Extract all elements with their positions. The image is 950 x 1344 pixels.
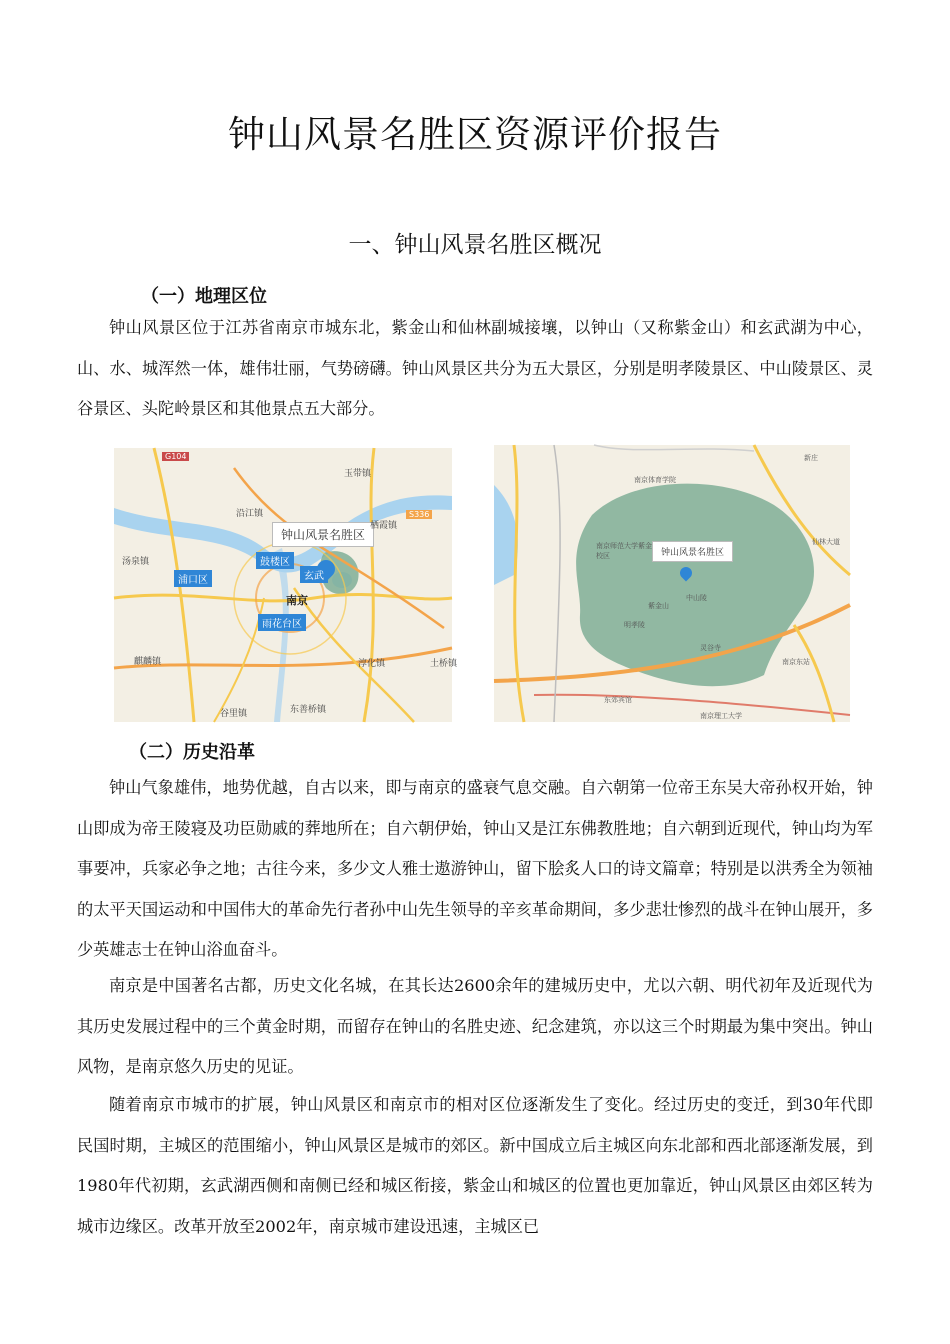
subsection-heading-geo: （一）地理区位 — [141, 286, 267, 307]
district-badge: 浦口区 — [174, 570, 212, 587]
place-label: 淳化镇 — [358, 659, 386, 669]
place-label: 麒麟镇 — [134, 657, 162, 667]
paragraph-geo: 钟山风景区位于江苏省南京市城东北，紫金山和仙林副城接壤，以钟山（又称紫金山）和玄武湖为中心，山、水、城浑然一体，雄伟壮丽，气势磅礴。钟山风景区共分为五大景区，分别是明孝陵景区、中山陵景区、灵谷景区、头陀岭景区和其他景点五大部分。 — [77, 318, 873, 418]
place-label: 南京理工大学 — [700, 712, 742, 720]
place-label: 东郊宾馆 — [604, 696, 632, 704]
place-label: 土桥镇 — [430, 659, 458, 669]
map-detail-graphic — [494, 445, 850, 722]
place-label: 谷里镇 — [220, 709, 248, 719]
place-label: 新庄 — [804, 454, 818, 462]
place-label: 南京东站 — [782, 658, 810, 666]
document-title: 钟山风景名胜区资源评价报告 — [228, 113, 722, 156]
map-callout: 钟山风景名胜区 — [272, 522, 374, 547]
paragraph-history-1: 钟山气象雄伟，地势优越，自古以来，即与南京的盛衰气息交融。自六朝第一位帝王东吴大帝孙权开始，钟山即成为帝王陵寝及功臣勋戚的葬地所在；自六朝伊始，钟山又是江东佛教胜地；自六朝到近现代，钟山均为军事要冲，兵家必争之地；古往今来，多少文人雅士遨游钟山，留下脍炙人口的诗文篇章；特别是以洪秀全为领袖的太平天国运动和中国伟大的革命先行者孙中山先生领导的辛亥革命期间，多少悲壮惨烈的战斗在钟山展开，多少英雄志士在钟山浴血奋斗。 — [77, 778, 873, 959]
map-region-overview — [114, 448, 458, 722]
place-label: 栖霞镇 — [370, 521, 398, 531]
map-region-graphic — [114, 448, 452, 722]
place-label: 紫金山 — [648, 602, 669, 610]
road-badge-s: S336 — [406, 510, 432, 519]
place-label: 玉带镇 — [344, 469, 372, 479]
district-badge: 鼓楼区 — [256, 552, 294, 569]
paragraph-history-2: 南京是中国著名古都，历史文化名城，在其长达2600余年的建城历史中，尤以六朝、明代初年及近现代为其历史发展过程中的三个黄金时期，而留存在钟山的名胜史迹、纪念建筑，亦以这三个时期最为集中突出。钟山风物，是南京悠久历史的见证。 — [77, 976, 873, 1076]
place-label: 汤泉镇 — [122, 557, 150, 567]
map-scenic-area-detail — [494, 445, 850, 722]
place-label: 东善桥镇 — [290, 705, 327, 715]
place-label: 灵谷寺 — [700, 644, 721, 652]
district-badge: 玄武 — [300, 566, 328, 583]
place-label: 南京体育学院 — [634, 476, 676, 484]
subsection-heading-history: （二）历史沿革 — [129, 742, 255, 763]
place-label: 仙林大道 — [812, 538, 840, 546]
section-heading: 一、钟山风景名胜区概况 — [348, 232, 602, 258]
map-callout: 钟山风景名胜区 — [652, 541, 733, 562]
district-badge: 雨花台区 — [258, 614, 306, 631]
place-label: 中山陵 — [686, 594, 707, 602]
place-label-city: 南京 — [286, 594, 308, 607]
place-label: 南京师范大学紫金校区 — [596, 542, 652, 560]
paragraph-history-3: 随着南京市城市的扩展，钟山风景区和南京市的相对区位逐渐发生了变化。经过历史的变迁，到30年代即民国时期，主城区的范围缩小，钟山风景区是城市的郊区。新中国成立后主城区向东北部和西北部逐渐发展，到1980年代初期，玄武湖西侧和南侧已经和城区衔接，紫金山和城区的位置也更加靠近，钟山风景区由郊区转为城市边缘区。改革开放至2002年，南京城市建设迅速，主城区已 — [77, 1095, 873, 1236]
place-label: 沿江镇 — [236, 509, 264, 519]
place-label: 明孝陵 — [624, 621, 645, 629]
road-badge-g104: G104 — [162, 452, 189, 461]
